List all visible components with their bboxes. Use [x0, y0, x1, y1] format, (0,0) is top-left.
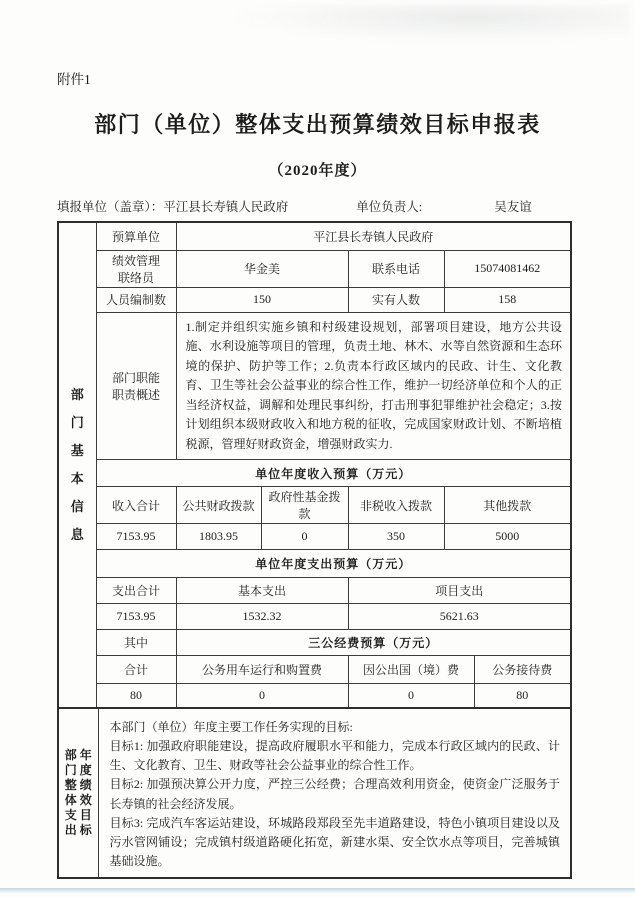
- income-value-other: 5000: [444, 524, 571, 550]
- duty-description: 1.制定并组织实施乡镇和村级建设规划，部署项目建设，地方公共设施、水利设施等项目的管理，负责土地、林木、水等自然资源和生态环境的保护、防护等工作；2.负责本行政区域内的民政、计生、文化教育、卫生等社会公益事业的综合性工作，维护一切经济单位和个人的正当经济权益，调解和处理民事纠纷，打击刑事犯罪维护社会稳定；3.按计划组织本级财政收入和地方税的征收，完成国家财政计划、不断培植税源，管理好财政资金，增强财政实力.: [176, 312, 571, 460]
- scan-smudge-artifact: [235, 4, 630, 42]
- annual-target-goal-1: 目标1: 加强政府职能建设，提高政府履职水平和能力，完成本行政区域内的民政、计生、文化教育、卫生、财政等社会公益事业的综合性工作。: [109, 739, 560, 773]
- income-value-gov-fund: 0: [261, 524, 348, 550]
- section-label-basic-info: [58, 222, 96, 708]
- income-value-nontax: 350: [348, 524, 444, 550]
- form-year: （2020年度）: [268, 163, 367, 179]
- fill-unit-line: [57, 197, 578, 215]
- expenditure-col-basic: 基本支出: [176, 578, 348, 604]
- annual-targets-content: [98, 708, 571, 879]
- staffing-label: 人员编制数: [96, 287, 176, 312]
- phone-label: 联系电话: [348, 250, 444, 287]
- three-public-header: 三公经费预算（万元）: [176, 630, 571, 656]
- annual-target-goal-3: 目标3: 完成汽车客运站建设，环城路段郑段至先丰道路建设，特色小镇项目建设以及污水管网铺设；完成镇村级道路硬化拓宽，新建水渠、安全饮水点等项目，完善城镇基础设施。: [109, 815, 560, 869]
- three-public-col-total: 合计: [96, 656, 176, 684]
- three-public-col-abroad: 因公出国（境）费: [348, 656, 474, 684]
- liaison-label-line2: 联络员: [117, 270, 154, 285]
- fill-unit-value: 平江县长寿镇人民政府: [163, 200, 289, 214]
- three-public-col-reception: 公务接待费: [474, 656, 571, 684]
- annual-target-goal-2: 目标2: 加强预决算公开力度，严控三公经费；合理高效利用资金，使资金广泛服务于长寿镇的社会经济发展。: [109, 777, 560, 811]
- actual-staff-label: 实有人数: [348, 287, 444, 312]
- three-public-value-vehicle: 0: [176, 684, 348, 708]
- form-title: 部门（单位）整体支出预算绩效目标申报表: [94, 112, 541, 137]
- three-public-value-abroad: 0: [348, 684, 474, 708]
- duty-label: [96, 312, 176, 460]
- section-label-annual-targets: [58, 708, 98, 879]
- three-public-value-reception: 80: [474, 684, 571, 708]
- income-col-nontax: 非税收入拨款: [348, 487, 444, 524]
- income-value-total: 7153.95: [96, 524, 176, 550]
- among-label: 其中: [96, 630, 176, 656]
- income-col-other: 其他拨款: [444, 487, 571, 524]
- annual-targets-table: [57, 707, 572, 880]
- attachment-label: 附件1: [57, 72, 91, 87]
- unit-head-value: 吴友谊: [494, 200, 532, 214]
- basic-info-vertical-label: 部门基本信息: [70, 387, 84, 542]
- expenditure-col-total: 支出合计: [96, 578, 176, 604]
- actual-staff-value: 158: [444, 287, 571, 312]
- phone-value: 15074081462: [444, 250, 571, 287]
- duty-label-line2: 职责概述: [111, 387, 160, 402]
- income-col-gov-fund: 政府性基金拨款: [261, 487, 348, 524]
- income-col-total: 收入合计: [96, 487, 176, 524]
- income-value-public-finance: 1803.95: [176, 524, 261, 550]
- annual-targets-intro: 本部门（单位）年度主要工作任务实现的目标:: [109, 719, 353, 734]
- liaison-label-line1: 绩效管理: [111, 253, 160, 268]
- unit-head-label: 单位负责人:: [356, 200, 423, 214]
- staffing-value: 150: [176, 287, 348, 312]
- basic-info-table: [57, 221, 572, 709]
- expenditure-value-project: 5621.63: [348, 604, 571, 630]
- scan-page-edge-artifact: [0, 888, 635, 893]
- budget-unit-value: 平江县长寿镇人民政府: [176, 222, 571, 250]
- expenditure-col-project: 项目支出: [348, 578, 571, 604]
- liaison-value: 华金美: [176, 250, 348, 287]
- expenditure-value-total: 7153.95: [96, 604, 176, 630]
- three-public-col-vehicle: 公务用车运行和购置费: [176, 656, 348, 684]
- liaison-label: [96, 250, 176, 287]
- annual-targets-vertical-label-col1: 部门整体支出: [64, 747, 77, 838]
- income-col-public-finance: 公共财政拨款: [176, 487, 261, 524]
- fill-unit-label: 填报单位（盖章）：: [57, 200, 164, 214]
- three-public-value-total: 80: [96, 684, 176, 708]
- budget-unit-label: 预算单位: [96, 222, 176, 250]
- expenditure-section-header: 单位年度支出预算（万元）: [96, 550, 571, 578]
- duty-label-line1: 部门职能: [111, 370, 160, 385]
- expenditure-value-basic: 1532.32: [176, 604, 348, 630]
- income-section-header: 单位年度收入预算（万元）: [96, 460, 571, 487]
- annual-targets-vertical-label-col2: 年度绩效目标: [79, 747, 92, 838]
